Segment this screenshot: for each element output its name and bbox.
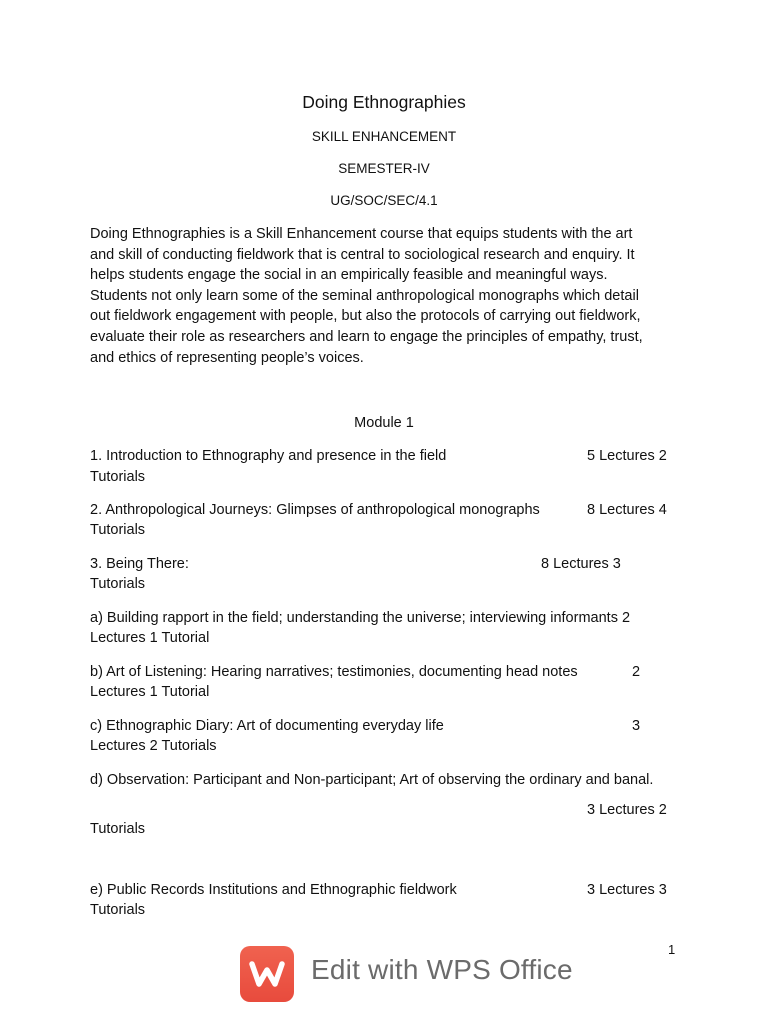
module-item-lectures: 8 Lectures 3 bbox=[541, 556, 621, 572]
module-subitem-title: a) Building rapport in the field; understanding the universe; interviewing informants 2 bbox=[90, 610, 631, 626]
intro-line: evaluate their role as researchers and learn to engage the principles of empathy, trust, bbox=[90, 328, 643, 345]
page-number: 1 bbox=[668, 942, 676, 957]
edit-with-wps-link[interactable]: Edit with WPS Office bbox=[311, 954, 573, 985]
module-subitem-lectures: 3 Lectures 3 bbox=[587, 882, 667, 898]
module-item-title: 3. Being There: bbox=[90, 556, 189, 572]
module-item-lectures: 8 Lectures 4 bbox=[587, 502, 667, 518]
wps-w-glyph bbox=[240, 946, 294, 1002]
module-subitem-continuation: Tutorials bbox=[90, 902, 146, 918]
module-subitem-lectures: 3 Lectures 2 bbox=[587, 802, 667, 818]
module-subitem-continuation: Lectures 1 Tutorial bbox=[90, 630, 210, 646]
intro-line: helps students engage the social in an empirically feasible and meaningful ways. bbox=[90, 267, 608, 284]
module-subitem-title: d) Observation: Participant and Non-participant; Art of observing the ordinary and banal. bbox=[90, 772, 654, 788]
intro-line: and skill of conducting fieldwork that is central to sociological research and enquiry. It bbox=[90, 246, 635, 263]
module-item-continuation: Tutorials bbox=[90, 469, 146, 485]
document-title: Doing Ethnographies bbox=[302, 92, 466, 112]
module-subitem-title: c) Ethnographic Diary: Art of documenting everyday life bbox=[90, 718, 444, 734]
intro-line: out fieldwork engagement with people, but also the protocols of carrying out fieldwork, bbox=[90, 308, 641, 325]
intro-line: Doing Ethnographies is a Skill Enhancement course that equips students with the art bbox=[90, 226, 633, 242]
document-course-code: UG/SOC/SEC/4.1 bbox=[330, 193, 438, 208]
module-subitem-title: e) Public Records Institutions and Ethnographic fieldwork bbox=[90, 882, 457, 898]
document-subtitle-semester: SEMESTER-IV bbox=[338, 161, 430, 176]
module-subitem-lectures: 3 bbox=[632, 718, 641, 734]
module-item-title: 1. Introduction to Ethnography and presence in the field bbox=[90, 448, 447, 464]
module-heading: Module 1 bbox=[354, 415, 414, 431]
module-item-lectures: 5 Lectures 2 bbox=[587, 448, 667, 464]
wps-logo-icon[interactable] bbox=[240, 946, 294, 1002]
intro-line: and ethics of representing people’s voices. bbox=[90, 349, 364, 366]
document-subtitle-skill: SKILL ENHANCEMENT bbox=[311, 129, 457, 144]
module-subitem-continuation: Lectures 2 Tutorials bbox=[90, 738, 217, 754]
module-subitem-lectures: 2 bbox=[632, 664, 641, 680]
module-subitem-continuation: Lectures 1 Tutorial bbox=[90, 684, 210, 700]
intro-line: Students not only learn some of the seminal anthropological monographs which detail bbox=[90, 287, 639, 304]
module-subitem-title: b) Art of Listening: Hearing narratives; testimonies, documenting head notes bbox=[90, 664, 578, 680]
module-subitem-continuation: Tutorials bbox=[90, 821, 146, 837]
module-item-title: 2. Anthropological Journeys: Glimpses of anthropological monographs bbox=[90, 502, 540, 518]
module-item-continuation: Tutorials bbox=[90, 522, 146, 538]
intro-paragraph bbox=[90, 224, 675, 368]
module-item-continuation: Tutorials bbox=[90, 576, 146, 592]
